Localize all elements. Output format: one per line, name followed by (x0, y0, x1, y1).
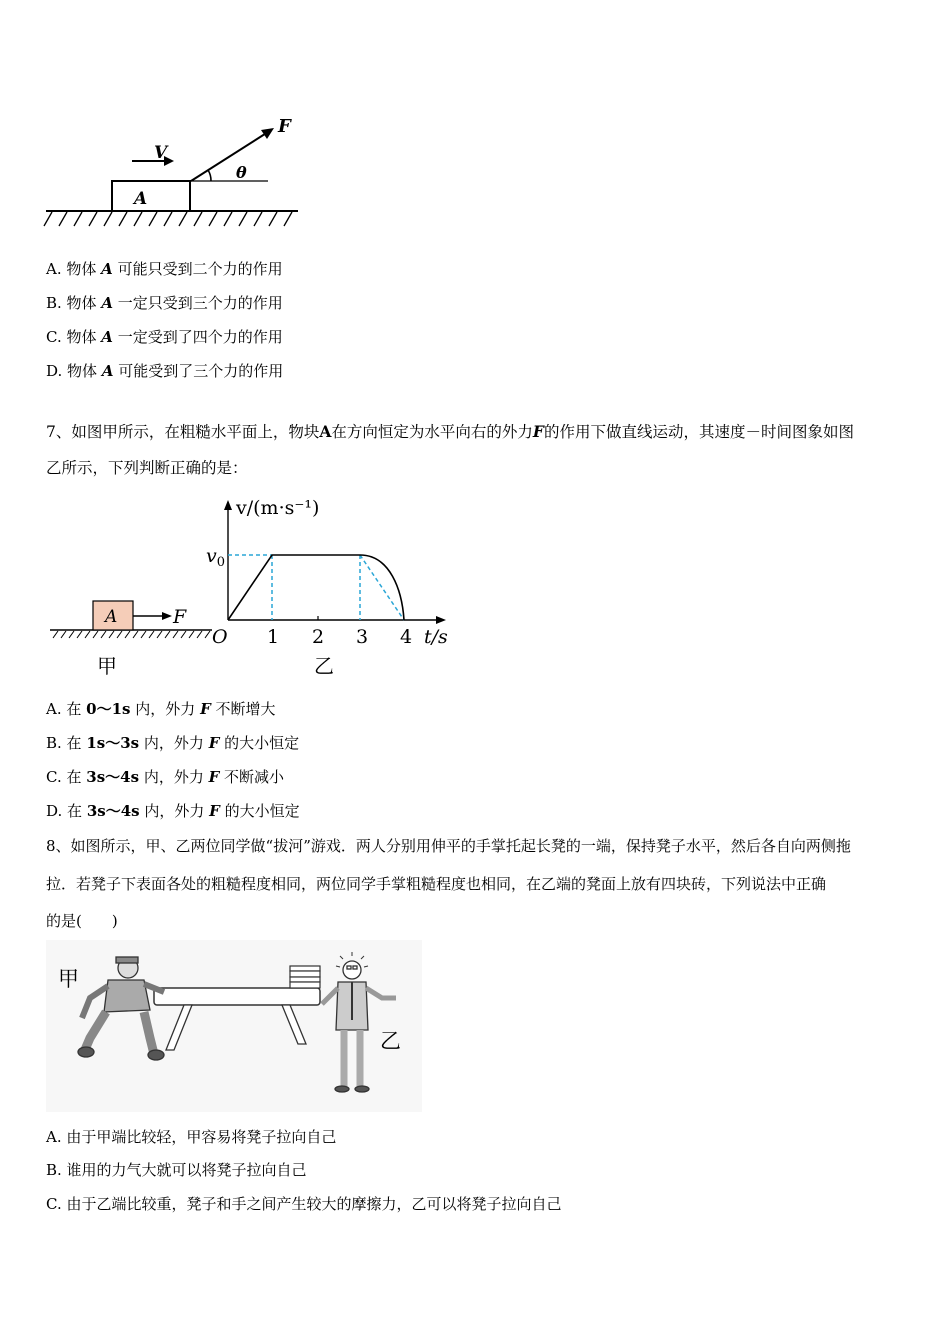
q8-stem-line1: 8、如图所示，甲、乙两位同学做“拔河”游戏．两人分别用伸平的手掌托起长凳的一端，保持凳子水平，然后各自向两侧拖 (46, 837, 851, 855)
origin-label: O (212, 626, 228, 648)
x-tick-1: 1 (267, 626, 280, 648)
x-axis-label: t/s (424, 626, 448, 648)
q6-option-c[interactable]: C. 物体 A 一定受到了四个力的作用 (46, 328, 283, 346)
velocity-label: V (154, 143, 168, 163)
y-tick-v0: $v_0$ (206, 545, 226, 570)
block-a (112, 181, 190, 211)
x-tick-3: 3 (356, 626, 369, 648)
angle-label: θ (236, 163, 247, 182)
q8-stem-line2: 拉．若凳子下表面各处的粗糙程度相同，两位同学手掌粗糙程度也相同，在乙端的凳面上放有四块砖，下列说法中正确 (46, 875, 827, 893)
figure-block-force (40, 110, 310, 235)
label-jia: 甲 (58, 967, 79, 991)
force-label-fig2: F (173, 606, 187, 628)
bricks (290, 966, 320, 988)
q7-stem-line2: 乙所示，下列判断正确的是： (46, 459, 248, 477)
block-a-fig2-label: A (105, 607, 118, 627)
velocity-curve (228, 555, 404, 620)
q8-stem-line3: 的是( ) (46, 912, 118, 930)
q7-option-b[interactable]: B. 在 1s～3s 内，外力 F 的大小恒定 (46, 734, 300, 752)
q6-option-d[interactable]: D. 物体 A 可能受到了三个力的作用 (46, 362, 284, 380)
q7-stem-line1: 7、如图甲所示，在粗糙水平面上，物块A在方向恒定为水平向右的外力F的作用下做直线运动，其速度－时间图象如图 (46, 422, 854, 441)
q8-option-a[interactable]: A. 由于甲端比较轻，甲容易将凳子拉向自己 (46, 1128, 337, 1146)
q8-option-c[interactable]: C. 由于乙端比较重，凳子和手之间产生较大的摩擦力，乙可以将凳子拉向自己 (46, 1195, 562, 1213)
y-axis-label: v/(m·s⁻¹) (236, 497, 320, 519)
q7-option-d[interactable]: D. 在 3s～4s 内，外力 F 的大小恒定 (46, 802, 300, 820)
q7-option-c[interactable]: C. 在 3s～4s 内，外力 F 不断减小 (46, 768, 285, 786)
block-a-label: A (134, 189, 148, 209)
caption-yi: 乙 (314, 654, 334, 678)
force-label: F (278, 116, 291, 137)
figure-tug-of-war (46, 940, 422, 1112)
q6-option-b[interactable]: B. 物体 A 一定只受到三个力的作用 (46, 294, 283, 312)
q8-option-b[interactable]: B. 谁用的力气大就可以将凳子拉向自己 (46, 1161, 307, 1179)
x-tick-2: 2 (312, 626, 325, 648)
x-tick-4: 4 (400, 626, 413, 648)
q6-option-a[interactable]: A. 物体 A 可能只受到二个力的作用 (46, 260, 283, 278)
figure-vt-graph (40, 490, 460, 680)
q7-option-a[interactable]: A. 在 0～1s 内，外力 F 不断增大 (46, 700, 276, 718)
caption-jia: 甲 (97, 654, 117, 678)
label-yi: 乙 (380, 1029, 401, 1053)
